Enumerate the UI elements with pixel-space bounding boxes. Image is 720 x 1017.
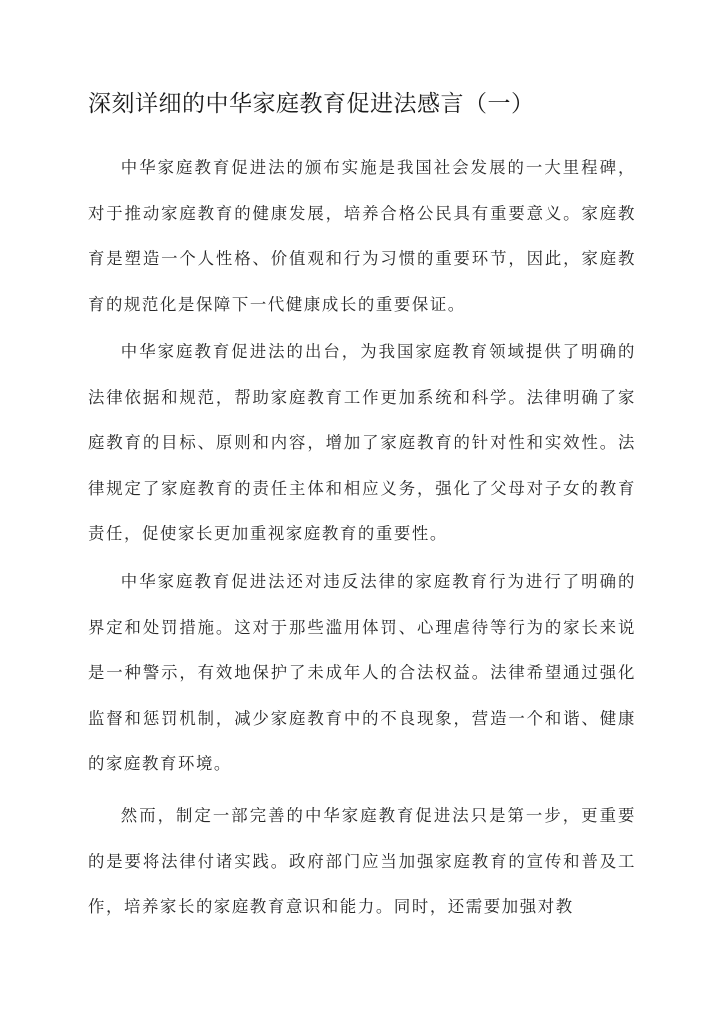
paragraph-1: 中华家庭教育促进法的颁布实施是我国社会发展的一大里程碑，对于推动家庭教育的健康发展，培养合格公民具有重要意义。家庭教育是塑造一个人性格、价值观和行为习惯的重要环节，因此，家庭教育的规范化是保障下一代健康成长的重要保证。 <box>88 158 636 314</box>
document-title: 深刻详细的中华家庭教育促进法感言（一） <box>88 91 535 117</box>
paragraph-2: 中华家庭教育促进法的出台，为我国家庭教育领域提供了明确的法律依据和规范，帮助家庭教育工作更加系统和科学。法律明确了家庭教育的目标、原则和内容，增加了家庭教育的针对性和实效性。法律规定了家庭教育的责任主体和相应义务，强化了父母对子女的教育责任，促使家长更加重视家庭教育的重要性。 <box>88 342 636 543</box>
paragraph-4: 然而，制定一部完善的中华家庭教育促进法只是第一步，更重要的是要将法律付诸实践。政府部门应当加强家庭教育的宣传和普及工作，培养家长的家庭教育意识和能力。同时，还需要加强对教 <box>88 806 636 916</box>
paragraph-3: 中华家庭教育促进法还对违反法律的家庭教育行为进行了明确的界定和处罚措施。这对于那些滥用体罚、心理虐待等行为的家长来说是一种警示，有效地保护了未成年人的合法权益。法律希望通过强化监督和惩罚机制，减少家庭教育中的不良现象，营造一个和谐、健康的家庭教育环境。 <box>88 572 636 773</box>
